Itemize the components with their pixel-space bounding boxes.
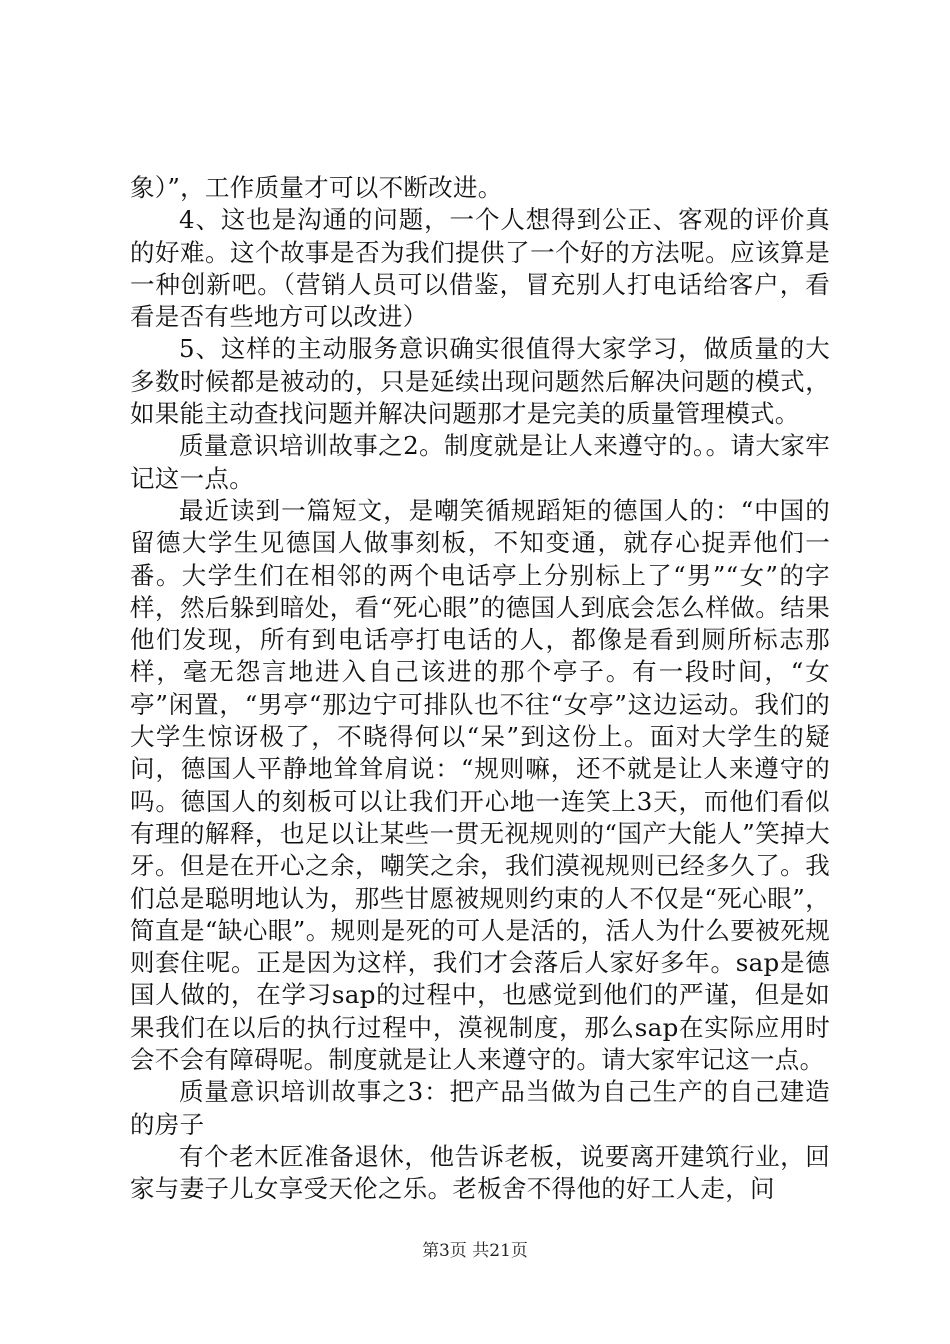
document-body — [130, 172, 830, 1206]
paragraph-continuation: 象）”，工作质量才可以不断改进。 — [130, 173, 503, 202]
story-2-body: 最近读到一篇短文，是嘲笑循规蹈矩的德国人的：“中国的留德大学生见德国人做事刻板，不知变通，就存心捉弄他们一番。大学生们在相邻的两个电话亭上分别标上了“男”“女”的字样，然后躲到暗处，看“死心眼”的德国人到底会怎么样做。结果他们发现，所有到电话亭打电话的人，都像是看到厕所标志那样，毫无怨言地进入自己该进的那个亭子。有一段时间，“女亭”闲置，“男亭“那边宁可排队也不往“女亭”这边运动。我们的大学生惊讶极了，不晓得何以“呆”到这份上。面对大学生的疑问，德国人平静地耸耸肩说：“规则嘛，还不就是让人来遵守的吗。德国人的刻板可以让我们开心地一连笑上3天，而他们看似有理的解释，也足以让某些一贯无视规则的“国产大能人”笑掉大牙。但是在开心之余，嘲笑之余，我们漠视规则已经多久了。我们总是聪明地认为，那些甘愿被规则约束的人不仅是“死心眼”，简直是“缺心眼”。规则是死的可人是活的，活人为什么要被死规则套住呢。正是因为这样，我们才会落后人家好多年。sap是德国人做的，在学习sap的过程中，也感觉到他们的严谨，但是如果我们在以后的执行过程中，漠视制度，那么sap在实际应用时会不会有障碍呢。制度就是让人来遵守的。请大家牢记这一点。 — [130, 495, 831, 1075]
paragraph-point-5: 5、这样的主动服务意识确实很值得大家学习，做质量的大多数时候都是被动的，只是延续出现问题然后解决问题的模式，如果能主动查找问题并解决问题那才是完美的质量管理模式。 — [130, 334, 830, 429]
story-3-body: 有个老木匠准备退休，他告诉老板，说要离开建筑行业，回家与妻子儿女享受天伦之乐。老板舍不得他的好工人走，问 — [130, 1141, 830, 1204]
story-3-heading: 质量意识培训故事之3：把产品当做为自己生产的自己建造的房子 — [130, 1077, 830, 1139]
paragraph-point-4: 4、这也是沟通的问题，一个人想得到公正、客观的评价真的好难。这个故事是否为我们提供了一个好的方法呢。应该算是一种创新吧。（营销人员可以借鉴，冒充别人打电话给客户，看看是否有些地方可以改进） — [130, 205, 830, 332]
story-2-heading: 质量意识培训故事之2。制度就是让人来遵守的。。请大家牢记这一点。 — [130, 431, 830, 493]
page-number: 第3页 共21页 — [422, 1241, 528, 1261]
